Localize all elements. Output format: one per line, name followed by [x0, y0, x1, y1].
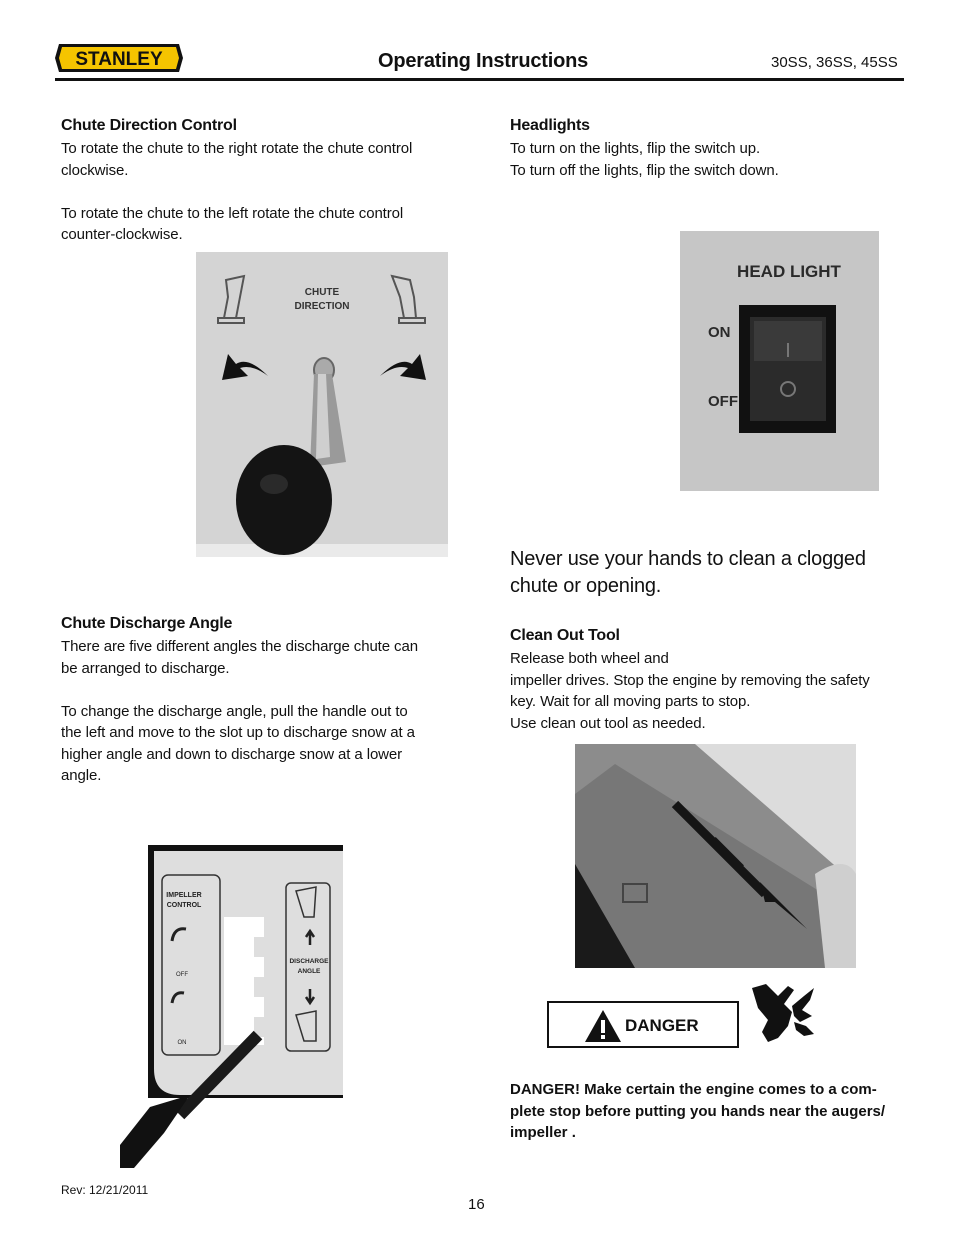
- text-line: angle.: [61, 767, 102, 784]
- header-divider: [55, 78, 904, 81]
- text-line: Use clean out tool as needed.: [510, 714, 706, 732]
- danger-label-box: [547, 1001, 739, 1048]
- text-line: impeller drives. Stop the engine by removing the safety: [510, 671, 870, 689]
- hand-warning: [510, 546, 866, 600]
- text-line: To rotate the chute to the left rotate the chute control: [61, 204, 404, 222]
- headlight-photo-title: HEAD LIGHT: [737, 262, 841, 281]
- danger-label: DANGER: [625, 1016, 699, 1035]
- headlights-text: [510, 138, 779, 181]
- danger-message: [510, 1079, 885, 1144]
- headlights-heading: Headlights: [510, 117, 590, 134]
- danger-line: DANGER! Make certain the engine comes to a com-: [510, 1081, 877, 1098]
- text-line: the left and move to the slot up to discharge snow at a: [61, 724, 415, 741]
- discharge-angle-photo: [120, 845, 343, 1168]
- page-title: Operating Instructions: [378, 50, 589, 72]
- svg-text:IMPELLER: IMPELLER: [166, 892, 202, 899]
- text-line: key. Wait for all moving parts to stop.: [510, 693, 751, 710]
- chute-direction-text: [61, 138, 412, 246]
- svg-text:OFF: OFF: [176, 972, 188, 978]
- svg-text:CONTROL: CONTROL: [166, 902, 202, 909]
- clean-out-tool-photo: [575, 744, 856, 968]
- text-line: To change the discharge angle, pull the handle out to: [61, 702, 408, 720]
- warning-line: Never use your hands to clean a clogged: [510, 548, 866, 570]
- hand-entanglement-icon: [748, 982, 818, 1044]
- discharge-angle-text: [61, 636, 418, 787]
- headlight-on-label: ON: [708, 324, 731, 341]
- warning-triangle-icon: [583, 1008, 623, 1044]
- text-line: counter-clockwise.: [61, 226, 183, 243]
- warning-line: chute or opening.: [510, 575, 662, 597]
- svg-text:CHUTE: CHUTE: [304, 287, 340, 298]
- text-line: Release both wheel and: [510, 650, 669, 667]
- svg-text:ON: ON: [177, 1040, 187, 1046]
- logo-text: STANLEY: [75, 49, 163, 70]
- spacer: [61, 679, 418, 701]
- chute-direction-photo: [196, 252, 448, 557]
- chute-direction-heading: Chute Direction Control: [61, 117, 237, 134]
- text-line: To rotate the chute to the right rotate the chute control: [61, 140, 413, 157]
- text-line: higher angle and down to discharge snow at a lower: [61, 745, 403, 763]
- danger-line: plete stop before putting you hands near the augers/: [510, 1102, 886, 1120]
- headlight-switch-photo: [680, 231, 879, 491]
- model-numbers: 30SS, 36SS, 45SS: [771, 54, 898, 71]
- page-number: 16: [468, 1196, 485, 1213]
- headlight-off-label: OFF: [708, 393, 738, 410]
- revision-date: Rev: 12/21/2011: [61, 1183, 149, 1197]
- text-line: be arranged to discharge.: [61, 659, 230, 677]
- text-line: To turn on the lights, flip the switch up.: [510, 140, 761, 157]
- svg-text:ANGLE: ANGLE: [297, 968, 321, 975]
- danger-line: impeller .: [510, 1124, 576, 1141]
- spacer: [61, 181, 412, 203]
- text-line: There are five different angles the discharge chute can: [61, 638, 418, 655]
- text-line: clockwise.: [61, 161, 129, 179]
- clean-out-text: [510, 648, 870, 734]
- discharge-angle-heading: Chute Discharge Angle: [61, 615, 233, 632]
- clean-out-heading: Clean Out Tool: [510, 627, 620, 644]
- text-line: To turn off the lights, flip the switch down.: [510, 161, 779, 179]
- svg-text:DIRECTION: DIRECTION: [294, 301, 350, 312]
- stanley-logo: [55, 41, 185, 75]
- svg-text:DISCHARGE: DISCHARGE: [289, 958, 329, 965]
